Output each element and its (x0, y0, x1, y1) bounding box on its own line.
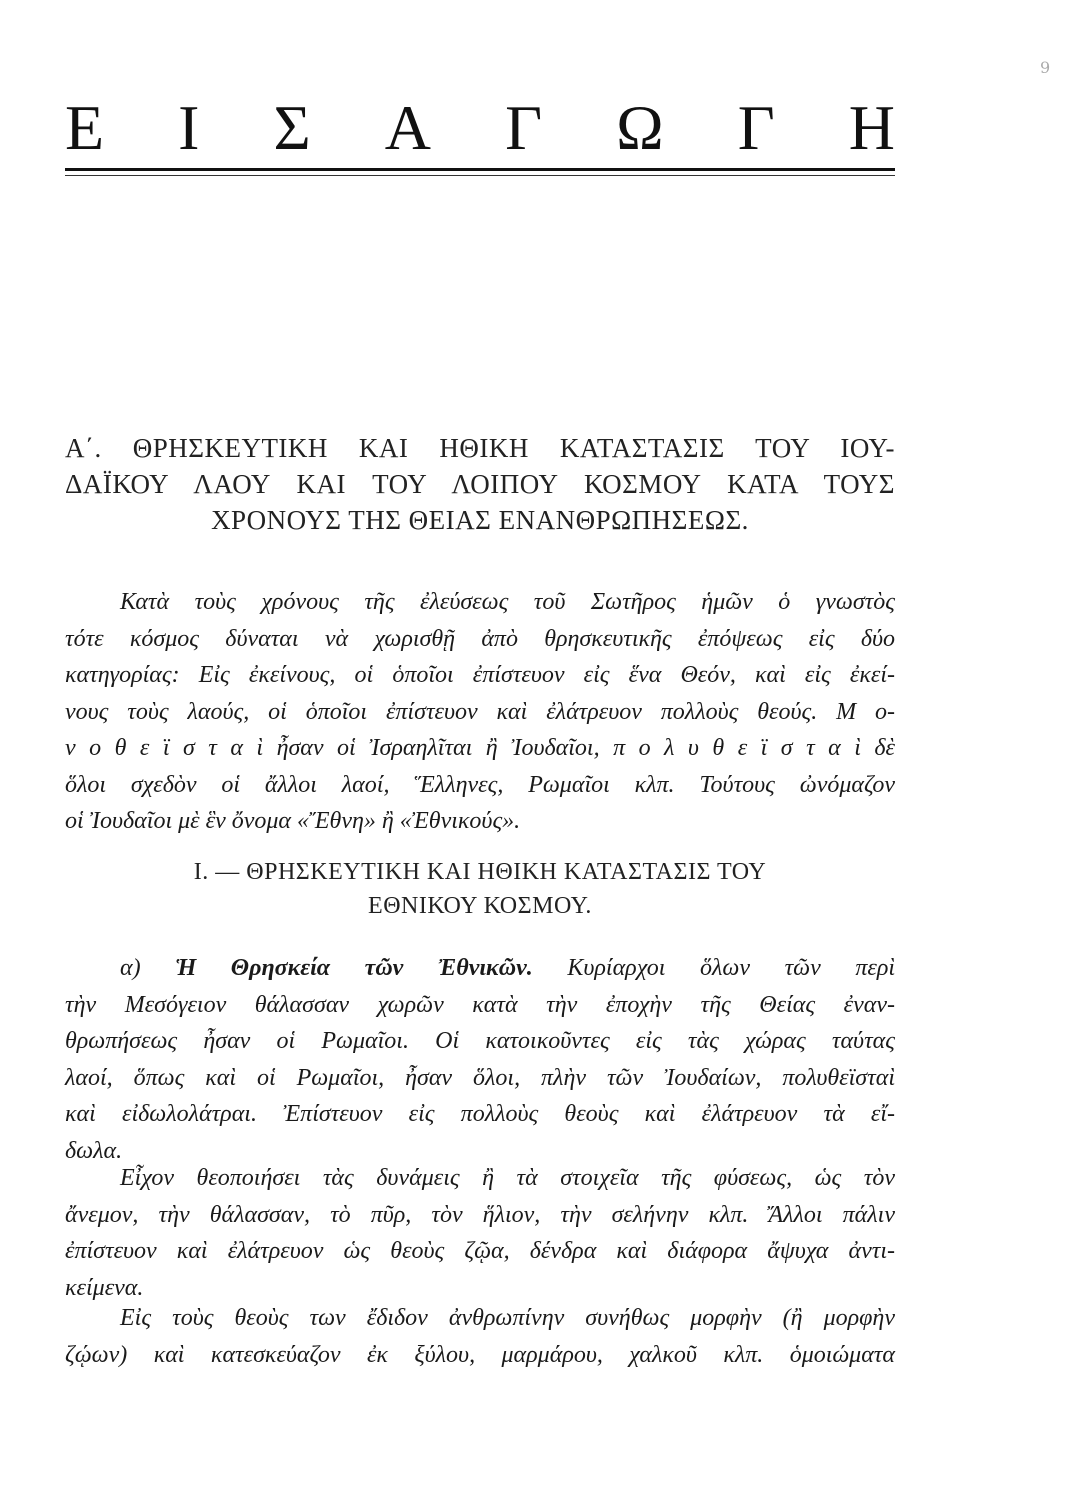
text-line: καὶ εἰδωλολάτραι. Ἐπίστευον εἰς πολλοὺς θεοὺς καὶ ἐλάτρευον τὰ εἴ- (65, 1101, 895, 1127)
section-title-line: ΔΑΪΚΟΥ ΛΑΟΥ ΚΑΙ ΤΟΥ ΛΟΙΠΟΥ ΚΟΣΜΟΥ ΚΑΤΑ ΤΟΥΣ (65, 469, 895, 499)
subsection-title-line: Ι. — ΘΡΗΣΚΕΥΤΙΚΗ ΚΑΙ ΗΘΙΚΗ ΚΑΤΑΣΤΑΣΙΣ ΤΟΥ (193, 859, 767, 885)
text-fragment: Κυρίαρχοι ὅλων τῶν περὶ (567, 955, 896, 981)
heading-rule-thick (65, 168, 895, 171)
text-line: κείμενα. (65, 1274, 144, 1301)
heading-letter: Ω (616, 92, 664, 163)
heading-letter: Η (848, 92, 895, 163)
subsection-bold-title: Ἡ Θρησκεία τῶν Ἐθνικῶν. (175, 955, 533, 981)
heading-letter: Σ (273, 92, 311, 163)
text-line: ἄνεμον, τὴν θάλασσαν, τὸ πῦρ, τὸν ἥλιον, τὴν σελήνην κλπ. Ἄλλοι πάλιν (65, 1201, 895, 1228)
paragraph-2 (65, 1160, 895, 1306)
text-line: δωλα. (65, 1137, 123, 1164)
heading-letter: Α (384, 92, 432, 163)
text-line: Εἶχον θεοποιήσει τὰς δυνάμεις ἢ τὰ στοιχεῖα τῆς φύσεως, ὡς τὸν (120, 1165, 895, 1191)
heading-letter: Γ (737, 92, 775, 163)
intro-paragraph (65, 584, 895, 840)
heading-letter: Γ (505, 92, 543, 163)
subsection-title-line: ΕΘΝΙΚΟΥ ΚΟΣΜΟΥ. (368, 893, 592, 919)
subsection-title (65, 855, 895, 923)
text-line: θρωπήσεως ἦσαν οἱ Ρωμαῖοι. Οἱ κατοικοῦντες εἰς τὰς χώρας ταύτας (65, 1028, 895, 1054)
heading-letter: Ε (65, 92, 105, 163)
paragraph-3 (65, 1300, 895, 1373)
subsection-a (65, 950, 895, 1169)
text-line: τότε κόσμος δύναται νὰ χωρισθῇ ἀπὸ θρησκευτικῆς ἐπόψεως εἰς δύο (65, 625, 895, 652)
text-line: Εἰς τοὺς θεοὺς των ἔδιδον ἀνθρωπίνην συνήθως μορφὴν (ἢ μορφὴν (120, 1305, 895, 1331)
chapter-heading (65, 92, 895, 163)
heading-rule-thin (65, 175, 895, 176)
subsection-label: α) (120, 955, 141, 981)
text-line (65, 950, 895, 987)
section-title-line: ΧΡΟΝΟΥΣ ΤΗΣ ΘΕΙΑΣ ΕΝΑΝΘΡΩΠΗΣΕΩΣ. (211, 505, 749, 535)
page-number: 9 (1040, 58, 1051, 77)
section-title (65, 430, 895, 538)
text-line: Κατὰ τοὺς χρόνους τῆς ἐλεύσεως τοῦ Σωτῆρος ἡμῶν ὁ γνωστὸς (120, 589, 895, 615)
text-line: ἐπίστευον καὶ ἐλάτρευον ὡς θεοὺς ζῷα, δένδρα καὶ διάφορα ἄψυχα ἀντι- (65, 1238, 895, 1264)
text-line: λαοί, ὅπως καὶ οἱ Ρωμαῖοι, ἦσαν ὅλοι, πλὴν τῶν Ἰουδαίων, πολυθεϊσταὶ (65, 1064, 895, 1091)
text-line: οἱ Ἰουδαῖοι μὲ ἓν ὄνομα «Ἔθνη» ἢ «Ἐθνικούς». (65, 808, 521, 834)
section-title-line: Α΄. ΘΡΗΣΚΕΥΤΙΚΗ ΚΑΙ ΗΘΙΚΗ ΚΑΤΑΣΤΑΣΙΣ ΤΟΥ ΙΟΥ- (65, 433, 895, 463)
text-line: ὅλοι σχεδὸν οἱ ἄλλοι λαοί, Ἕλληνες, Ρωμαῖοι κλπ. Τούτους ὠνόμαζον (65, 771, 895, 798)
text-line: ζῴων) καὶ κατεσκεύαζον ἐκ ξύλου, μαρμάρου, χαλκοῦ κλπ. ὁμοιώματα (65, 1341, 895, 1368)
heading-letter: Ι (178, 92, 200, 163)
text-line: κατηγορίας: Εἰς ἐκείνους, οἱ ὁποῖοι ἐπίστευον εἰς ἕνα Θεόν, καὶ εἰς ἐκεί- (65, 662, 895, 688)
text-line: νους τοὺς λαούς, οἱ ὁποῖοι ἐπίστευον καὶ ἐλάτρευον πολλοὺς θεούς. Μ ο- (65, 698, 895, 725)
text-line: τὴν Μεσόγειον θάλασσαν χωρῶν κατὰ τὴν ἐποχὴν τῆς Θείας ἐναν- (65, 991, 895, 1018)
text-line: ν ο θ ε ϊ σ τ α ὶ ἦσαν οἱ Ἰσραηλῖται ἢ Ἰουδαῖοι, π ο λ υ θ ε ϊ σ τ α ὶ δὲ (65, 735, 895, 761)
